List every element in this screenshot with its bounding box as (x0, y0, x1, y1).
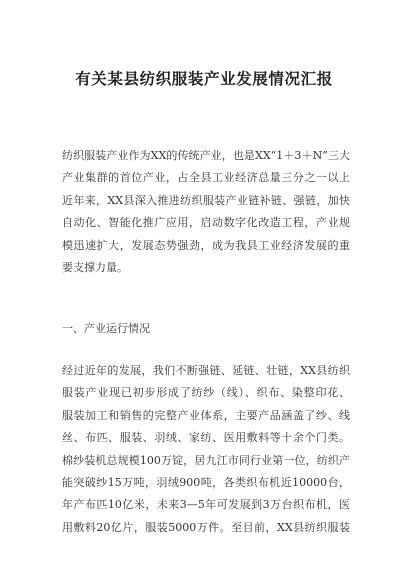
paragraph-line: 要支撑力量。 (62, 261, 128, 275)
paragraph-line: 纺织服装产业作为XX的传统产业，也是XX“1＋3＋N”三大 (62, 149, 350, 162)
paragraph-line: 近年来，XX县深入推进纺织服装产业链补链、强链，加快 (62, 193, 350, 207)
paragraph-line: 服装加工和销售的完整产业体系，主要产品涵盖了纱、线 (62, 408, 350, 422)
paragraph-line: 能突破纱15万吨，羽绒900吨，各类织布机近10000台， (62, 476, 350, 490)
paragraph-line: 丝、布匹、服装、羽绒、家纺、医用敷料等十余个门类。 (62, 431, 350, 445)
document-title: 有关某县纺织服装产业发展情况汇报 (75, 70, 333, 88)
paragraph-line: 模迅速扩大，发展态势强劲，成为我县工业经济发展的重 (62, 238, 350, 252)
paragraph-line: 自动化、智能化推广应用，启动数字化改造工程，产业规 (62, 216, 350, 230)
paragraph-line: 经过近年的发展，我们不断强链、延链、壮链，XX县纺织 (62, 364, 350, 377)
paragraph-line: 服装产业现已初步形成了纺纱（线）、织布、染整印花、 (62, 386, 350, 400)
paragraph-line: 年产布匹10亿米，未来3—5年可发展到3万台织布机，医 (62, 498, 350, 512)
paragraph-line: 用敷料20亿片，服装5000万件。至目前，XX县纺织服装 (62, 520, 350, 534)
paragraph-line: 产业集群的首位产业，占全县工业经济总量三分之一以上 (62, 171, 350, 185)
paragraph-line: 棉纱装机总规模100万锭，居九江市同行业第一位，纺织产 (62, 453, 350, 467)
section-heading: 一、产业运行情况 (62, 322, 150, 335)
intro-paragraph (62, 145, 350, 279)
section-paragraph (62, 360, 350, 539)
